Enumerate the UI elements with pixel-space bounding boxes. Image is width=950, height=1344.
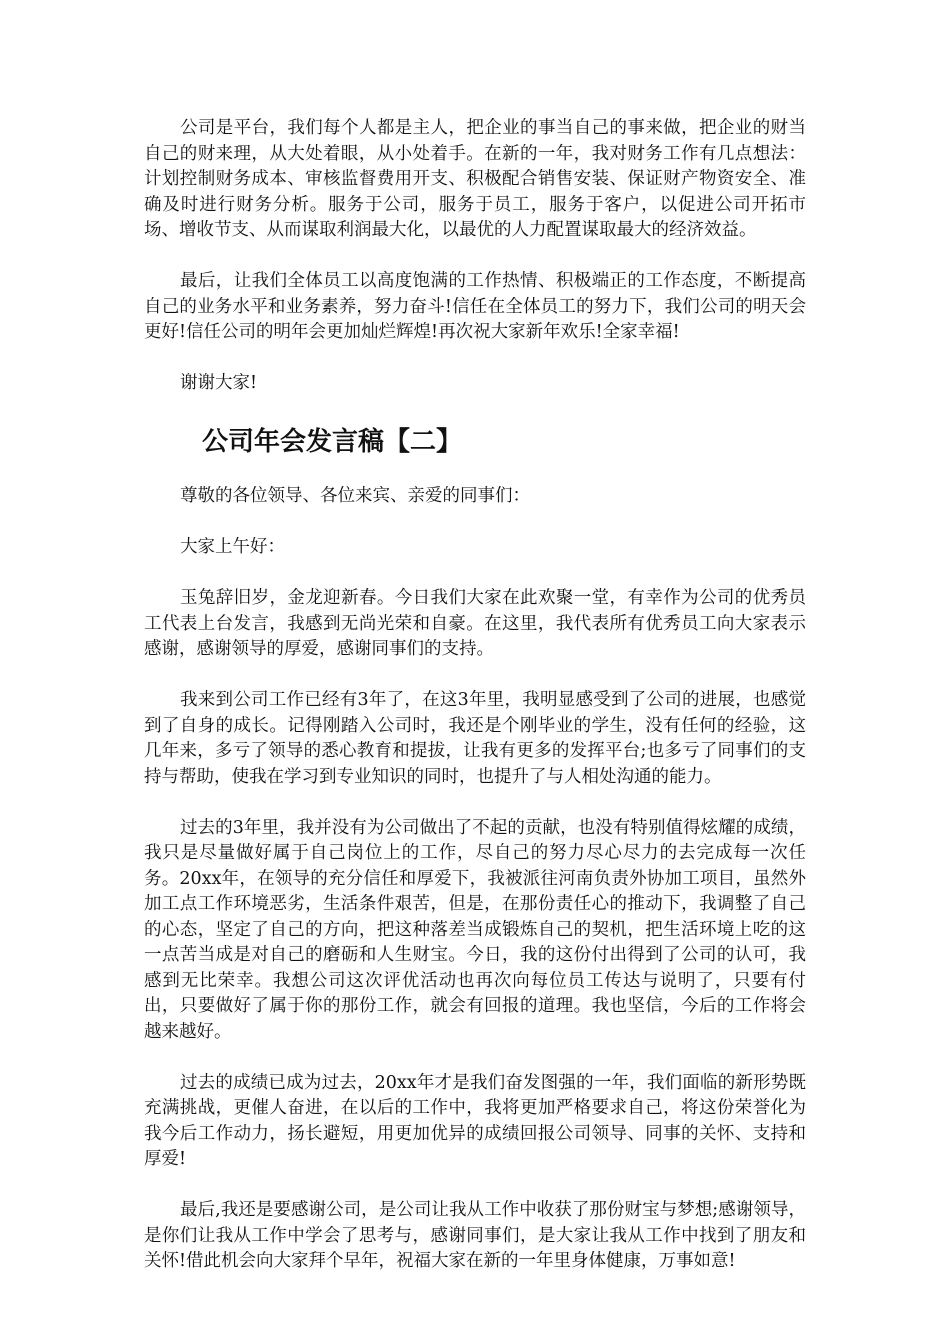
section-heading: 公司年会发言稿【二】 [202,427,463,457]
paragraph-past-contributions: 过去的3年里，我并没有为公司做出了不起的贡献，也没有特别值得炫耀的成绩，我只是尽量做好属于自己岗位上的工作，尽自己的努力尽心尽力的去完成每一次任务。20xx年，在领导的充分信任和厚爱下，我被派往河南负责外协加工项目，虽然外加工点工作环境恶劣，生活条件艰苦，但是，在那份责任心的推动下，我调整了自己的心态，坚定了自己的方向，把这种落差当成锻炼自己的契机，把生活环境上吃的这一点苦当成是对自己的磨砺和人生财宝。今日，我的这份付出得到了公司的认可，我感到无比荣幸。我想公司这次评优活动也再次向每位员工传达与说明了，只要有付出，只要做好了属于你的那份工作，就会有回报的道理。我也坚信，今后的工作将会越来越好。 [144,817,806,1042]
paragraph-salutation: 尊敬的各位领导、各位来宾、亲爱的同事们： [180,486,530,506]
paragraph-future: 过去的成绩已成为过去，20xx年才是我们奋发图强的一年，我们面临的新形势既充满挑战，更催人奋进，在以后的工作中，我将更加严格要求自己，将这份荣誉化为我今后工作动力，扬长避短，用更加优异的成绩回报公司领导、同事的关怀、支持和厚爱! [144,1072,806,1169]
paragraph-closing-wishes: 最后，让我们全体员工以高度饱满的工作热情、积极端正的工作态度，不断提高自己的业务水平和业务素养，努力奋斗!信任在全体员工的努力下，我们公司的明天会更好!信任公司的明年会更加灿烂辉煌!再次祝大家新年欢乐!全家幸福! [144,271,806,342]
document-page [144,116,806,1300]
paragraph-platform: 公司是平台，我们每个人都是主人，把企业的事当自己的事来做，把企业的财当自己的财来理，从大处着眼，从小处着手。在新的一年，我对财务工作有几点想法：计划控制财务成本、审核监督费用开支、积极配合销售安装、保证财产物资安全、准确及时进行财务分析。服务于公司，服务于员工，服务于客户，以促进公司开拓市场、增收节支、从而谋取利润最大化，以最优的人力配置谋取最大的经济效益。 [144,118,806,240]
paragraph-greeting: 大家上午好： [180,537,285,557]
paragraph-final-thanks: 最后,我还是要感谢公司，是公司让我从工作中收获了那份财宝与梦想;感谢领导，是你们让我从工作中学会了思考与，感谢同事们，是大家让我从工作中找到了朋友和关怀!借此机会向大家拜个早年，祝福大家在新的一年里身体健康，万事如意! [144,1200,806,1271]
paragraph-thanks: 谢谢大家! [180,373,258,393]
paragraph-three-years: 我来到公司工作已经有3年了，在这3年里，我明显感受到了公司的进展，也感觉到了自身的成长。记得刚踏入公司时，我还是个刚毕业的学生，没有任何的经验，这几年来，多亏了领导的悉心教育和提拔，让我有更多的发挥平台;也多亏了同事们的支持与帮助，使我在学习到专业知识的同时，也提升了与人相处沟通的能力。 [144,690,806,787]
paragraph-new-year: 玉兔辞旧岁，金龙迎新春。今日我们大家在此欢聚一堂，有幸作为公司的优秀员工代表上台发言，我感到无尚光荣和自豪。在这里，我代表所有优秀员工向大家表示感谢，感谢领导的厚爱，感谢同事们的支持。 [144,588,806,659]
